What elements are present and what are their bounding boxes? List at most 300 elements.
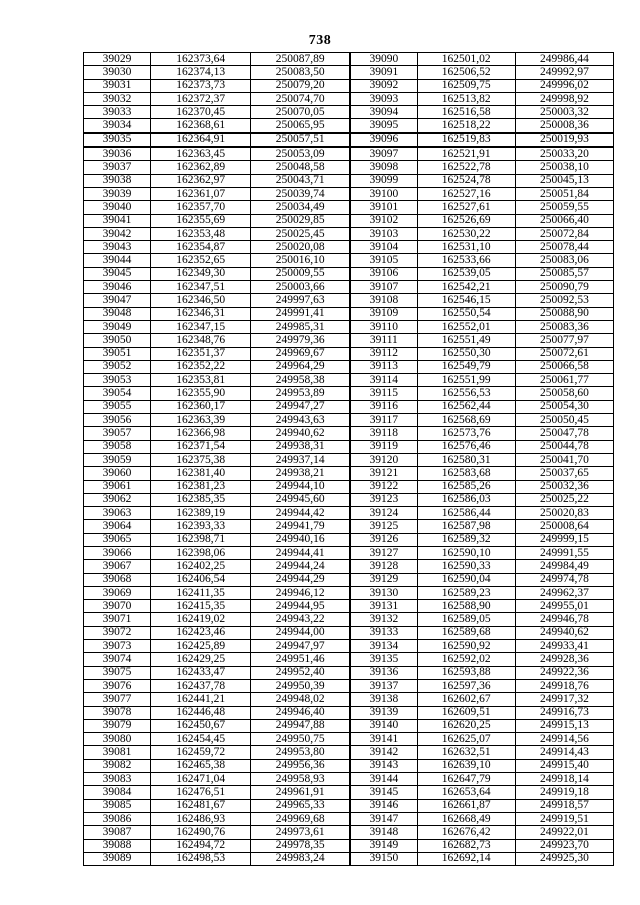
point-number-cell: 39144 (350, 773, 417, 786)
y-coordinate-cell: 249943,63 (251, 414, 350, 427)
y-coordinate-cell: 249962,37 (515, 586, 613, 599)
x-coordinate-cell: 162549,79 (417, 360, 515, 373)
point-number-cell: 39038 (84, 174, 151, 187)
point-number-cell: 39045 (84, 267, 151, 280)
point-number-cell: 39030 (84, 66, 151, 79)
y-coordinate-cell: 249991,41 (251, 307, 350, 320)
table-row (84, 746, 614, 759)
y-coordinate-cell: 249945,60 (251, 493, 350, 506)
x-coordinate-cell: 162546,15 (417, 294, 515, 307)
x-coordinate-cell: 162530,22 (417, 227, 515, 240)
point-number-cell: 39101 (350, 201, 417, 214)
y-coordinate-cell: 249918,14 (515, 773, 613, 786)
point-number-cell: 39137 (350, 679, 417, 692)
y-coordinate-cell: 249974,78 (515, 573, 613, 586)
x-coordinate-cell: 162355,69 (150, 214, 250, 227)
point-number-cell: 39077 (84, 693, 151, 706)
table-row (84, 586, 614, 599)
x-coordinate-cell: 162419,02 (150, 613, 250, 626)
x-coordinate-cell: 162476,51 (150, 786, 250, 799)
table-row (84, 161, 614, 174)
y-coordinate-cell: 249940,16 (251, 533, 350, 546)
y-coordinate-cell: 250009,55 (251, 267, 350, 280)
y-coordinate-cell: 249969,67 (251, 347, 350, 360)
point-number-cell: 39147 (350, 812, 417, 825)
x-coordinate-cell: 162588,90 (417, 600, 515, 613)
y-coordinate-cell: 250066,40 (515, 214, 613, 227)
x-coordinate-cell: 162481,67 (150, 799, 250, 812)
y-coordinate-cell: 249961,91 (251, 786, 350, 799)
point-number-cell: 39072 (84, 626, 151, 639)
x-coordinate-cell: 162498,53 (150, 852, 250, 865)
table-row (84, 147, 614, 161)
x-coordinate-cell: 162486,93 (150, 812, 250, 825)
point-number-cell: 39129 (350, 573, 417, 586)
table-row (84, 440, 614, 453)
y-coordinate-cell: 250054,30 (515, 400, 613, 413)
x-coordinate-cell: 162602,67 (417, 693, 515, 706)
y-coordinate-cell: 250083,36 (515, 320, 613, 333)
point-number-cell: 39058 (84, 440, 151, 453)
point-number-cell: 39099 (350, 174, 417, 187)
y-coordinate-cell: 250037,65 (515, 467, 613, 480)
y-coordinate-cell: 249999,15 (515, 533, 613, 546)
point-number-cell: 39102 (350, 214, 417, 227)
x-coordinate-cell: 162347,51 (150, 281, 250, 294)
y-coordinate-cell: 250083,06 (515, 254, 613, 267)
x-coordinate-cell: 162411,35 (150, 586, 250, 599)
coordinates-table (83, 52, 614, 866)
point-number-cell: 39100 (350, 187, 417, 200)
table-row (84, 187, 614, 200)
table-row (84, 53, 614, 66)
x-coordinate-cell: 162556,53 (417, 387, 515, 400)
point-number-cell: 39138 (350, 693, 417, 706)
y-coordinate-cell: 250033,20 (515, 147, 613, 161)
point-number-cell: 39074 (84, 653, 151, 666)
point-number-cell: 39073 (84, 640, 151, 653)
table-row (84, 653, 614, 666)
y-coordinate-cell: 249944,42 (251, 507, 350, 520)
y-coordinate-cell: 250025,22 (515, 493, 613, 506)
table-row (84, 560, 614, 573)
point-number-cell: 39107 (350, 281, 417, 294)
table-row (84, 119, 614, 133)
point-number-cell: 39054 (84, 387, 151, 400)
table-row (84, 320, 614, 333)
y-coordinate-cell: 249925,30 (515, 852, 613, 865)
x-coordinate-cell: 162593,88 (417, 666, 515, 679)
point-number-cell: 39150 (350, 852, 417, 865)
x-coordinate-cell: 162589,23 (417, 586, 515, 599)
y-coordinate-cell: 249985,31 (251, 320, 350, 333)
y-coordinate-cell: 249944,00 (251, 626, 350, 639)
point-number-cell: 39141 (350, 733, 417, 746)
y-coordinate-cell: 249998,92 (515, 92, 613, 105)
point-number-cell: 39085 (84, 799, 151, 812)
point-number-cell: 39029 (84, 53, 151, 66)
point-number-cell: 39059 (84, 453, 151, 466)
point-number-cell: 39050 (84, 334, 151, 347)
table-row (84, 92, 614, 105)
y-coordinate-cell: 250003,32 (515, 106, 613, 119)
point-number-cell: 39070 (84, 600, 151, 613)
table-row (84, 759, 614, 772)
point-number-cell: 39136 (350, 666, 417, 679)
table-row (84, 79, 614, 92)
point-number-cell: 39086 (84, 812, 151, 825)
x-coordinate-cell: 162346,31 (150, 307, 250, 320)
point-number-cell: 39135 (350, 653, 417, 666)
x-coordinate-cell: 162471,04 (150, 773, 250, 786)
table-row (84, 254, 614, 267)
x-coordinate-cell: 162353,81 (150, 374, 250, 387)
y-coordinate-cell: 249940,62 (515, 626, 613, 639)
table-row (84, 640, 614, 653)
point-number-cell: 39093 (350, 92, 417, 105)
x-coordinate-cell: 162372,37 (150, 92, 250, 105)
table-row (84, 600, 614, 613)
y-coordinate-cell: 250008,64 (515, 520, 613, 533)
x-coordinate-cell: 162524,78 (417, 174, 515, 187)
y-coordinate-cell: 249986,44 (515, 53, 613, 66)
y-coordinate-cell: 249958,38 (251, 374, 350, 387)
y-coordinate-cell: 250074,70 (251, 92, 350, 105)
table-row (84, 852, 614, 865)
table-row (84, 626, 614, 639)
point-number-cell: 39095 (350, 119, 417, 133)
y-coordinate-cell: 250041,70 (515, 453, 613, 466)
x-coordinate-cell: 162668,49 (417, 812, 515, 825)
table-row (84, 719, 614, 732)
y-coordinate-cell: 250057,51 (251, 133, 350, 147)
x-coordinate-cell: 162381,23 (150, 480, 250, 493)
y-coordinate-cell: 249944,10 (251, 480, 350, 493)
y-coordinate-cell: 250020,83 (515, 507, 613, 520)
y-coordinate-cell: 249984,49 (515, 560, 613, 573)
y-coordinate-cell: 249916,73 (515, 706, 613, 719)
table-row (84, 307, 614, 320)
y-coordinate-cell: 249944,95 (251, 600, 350, 613)
point-number-cell: 39046 (84, 281, 151, 294)
point-number-cell: 39110 (350, 320, 417, 333)
x-coordinate-cell: 162586,03 (417, 493, 515, 506)
y-coordinate-cell: 249914,56 (515, 733, 613, 746)
point-number-cell: 39047 (84, 294, 151, 307)
point-number-cell: 39145 (350, 786, 417, 799)
y-coordinate-cell: 249947,27 (251, 400, 350, 413)
point-number-cell: 39130 (350, 586, 417, 599)
y-coordinate-cell: 249914,43 (515, 746, 613, 759)
point-number-cell: 39104 (350, 241, 417, 254)
point-number-cell: 39066 (84, 546, 151, 559)
table-row (84, 480, 614, 493)
point-number-cell: 39041 (84, 214, 151, 227)
point-number-cell: 39078 (84, 706, 151, 719)
x-coordinate-cell: 162385,35 (150, 493, 250, 506)
table-row (84, 467, 614, 480)
y-coordinate-cell: 249944,29 (251, 573, 350, 586)
y-coordinate-cell: 249923,70 (515, 839, 613, 852)
x-coordinate-cell: 162423,46 (150, 626, 250, 639)
y-coordinate-cell: 250065,95 (251, 119, 350, 133)
y-coordinate-cell: 249941,79 (251, 520, 350, 533)
y-coordinate-cell: 249919,18 (515, 786, 613, 799)
point-number-cell: 39133 (350, 626, 417, 639)
x-coordinate-cell: 162366,98 (150, 427, 250, 440)
y-coordinate-cell: 249937,14 (251, 453, 350, 466)
x-coordinate-cell: 162363,39 (150, 414, 250, 427)
x-coordinate-cell: 162375,38 (150, 453, 250, 466)
point-number-cell: 39052 (84, 360, 151, 373)
y-coordinate-cell: 249938,31 (251, 440, 350, 453)
point-number-cell: 39057 (84, 427, 151, 440)
table-row (84, 174, 614, 187)
point-number-cell: 39143 (350, 759, 417, 772)
x-coordinate-cell: 162653,64 (417, 786, 515, 799)
y-coordinate-cell: 249969,68 (251, 812, 350, 825)
point-number-cell: 39048 (84, 307, 151, 320)
point-number-cell: 39098 (350, 161, 417, 174)
y-coordinate-cell: 249919,51 (515, 812, 613, 825)
x-coordinate-cell: 162513,82 (417, 92, 515, 105)
y-coordinate-cell: 250051,84 (515, 187, 613, 200)
x-coordinate-cell: 162381,40 (150, 467, 250, 480)
y-coordinate-cell: 250048,58 (251, 161, 350, 174)
y-coordinate-cell: 249953,89 (251, 387, 350, 400)
x-coordinate-cell: 162589,68 (417, 626, 515, 639)
point-number-cell: 39097 (350, 147, 417, 161)
table-row (84, 201, 614, 214)
table-row (84, 733, 614, 746)
point-number-cell: 39128 (350, 560, 417, 573)
y-coordinate-cell: 250087,89 (251, 53, 350, 66)
y-coordinate-cell: 250032,36 (515, 480, 613, 493)
y-coordinate-cell: 250047,78 (515, 427, 613, 440)
x-coordinate-cell: 162552,01 (417, 320, 515, 333)
table-row (84, 427, 614, 440)
y-coordinate-cell: 249978,35 (251, 839, 350, 852)
y-coordinate-cell: 250025,45 (251, 227, 350, 240)
x-coordinate-cell: 162349,30 (150, 267, 250, 280)
x-coordinate-cell: 162370,45 (150, 106, 250, 119)
x-coordinate-cell: 162459,72 (150, 746, 250, 759)
table-row (84, 281, 614, 294)
x-coordinate-cell: 162441,21 (150, 693, 250, 706)
x-coordinate-cell: 162398,71 (150, 533, 250, 546)
y-coordinate-cell: 250058,60 (515, 387, 613, 400)
table-row (84, 613, 614, 626)
point-number-cell: 39094 (350, 106, 417, 119)
point-number-cell: 39067 (84, 560, 151, 573)
point-number-cell: 39126 (350, 533, 417, 546)
point-number-cell: 39065 (84, 533, 151, 546)
x-coordinate-cell: 162354,87 (150, 241, 250, 254)
point-number-cell: 39039 (84, 187, 151, 200)
x-coordinate-cell: 162509,75 (417, 79, 515, 92)
y-coordinate-cell: 249938,21 (251, 467, 350, 480)
x-coordinate-cell: 162433,47 (150, 666, 250, 679)
x-coordinate-cell: 162450,67 (150, 719, 250, 732)
x-coordinate-cell: 162590,10 (417, 546, 515, 559)
x-coordinate-cell: 162551,99 (417, 374, 515, 387)
x-coordinate-cell: 162402,25 (150, 560, 250, 573)
x-coordinate-cell: 162406,54 (150, 573, 250, 586)
table-row (84, 374, 614, 387)
point-number-cell: 39089 (84, 852, 151, 865)
point-number-cell: 39061 (84, 480, 151, 493)
point-number-cell: 39034 (84, 119, 151, 133)
x-coordinate-cell: 162692,14 (417, 852, 515, 865)
point-number-cell: 39148 (350, 826, 417, 839)
y-coordinate-cell: 249955,01 (515, 600, 613, 613)
x-coordinate-cell: 162353,48 (150, 227, 250, 240)
point-number-cell: 39112 (350, 347, 417, 360)
x-coordinate-cell: 162583,68 (417, 467, 515, 480)
point-number-cell: 39120 (350, 453, 417, 466)
point-number-cell: 39055 (84, 400, 151, 413)
x-coordinate-cell: 162676,42 (417, 826, 515, 839)
x-coordinate-cell: 162490,76 (150, 826, 250, 839)
x-coordinate-cell: 162362,89 (150, 161, 250, 174)
y-coordinate-cell: 250061,77 (515, 374, 613, 387)
point-number-cell: 39115 (350, 387, 417, 400)
point-number-cell: 39122 (350, 480, 417, 493)
x-coordinate-cell: 162632,51 (417, 746, 515, 759)
y-coordinate-cell: 249917,32 (515, 693, 613, 706)
x-coordinate-cell: 162429,25 (150, 653, 250, 666)
table-row (84, 241, 614, 254)
y-coordinate-cell: 249947,97 (251, 640, 350, 653)
table-row (84, 533, 614, 546)
y-coordinate-cell: 249915,13 (515, 719, 613, 732)
y-coordinate-cell: 250079,20 (251, 79, 350, 92)
table-row (84, 294, 614, 307)
point-number-cell: 39118 (350, 427, 417, 440)
point-number-cell: 39142 (350, 746, 417, 759)
point-number-cell: 39051 (84, 347, 151, 360)
x-coordinate-cell: 162562,44 (417, 400, 515, 413)
x-coordinate-cell: 162609,51 (417, 706, 515, 719)
y-coordinate-cell: 249953,80 (251, 746, 350, 759)
y-coordinate-cell: 250016,10 (251, 254, 350, 267)
point-number-cell: 39087 (84, 826, 151, 839)
x-coordinate-cell: 162373,64 (150, 53, 250, 66)
y-coordinate-cell: 249951,46 (251, 653, 350, 666)
y-coordinate-cell: 250092,53 (515, 294, 613, 307)
table-row (84, 786, 614, 799)
y-coordinate-cell: 249965,33 (251, 799, 350, 812)
point-number-cell: 39134 (350, 640, 417, 653)
point-number-cell: 39035 (84, 133, 151, 147)
x-coordinate-cell: 162576,46 (417, 440, 515, 453)
table-row (84, 347, 614, 360)
table-row (84, 507, 614, 520)
y-coordinate-cell: 249944,24 (251, 560, 350, 573)
y-coordinate-cell: 249979,36 (251, 334, 350, 347)
y-coordinate-cell: 250003,66 (251, 281, 350, 294)
point-number-cell: 39125 (350, 520, 417, 533)
y-coordinate-cell: 249918,76 (515, 679, 613, 692)
table-row (84, 493, 614, 506)
x-coordinate-cell: 162352,22 (150, 360, 250, 373)
x-coordinate-cell: 162647,79 (417, 773, 515, 786)
x-coordinate-cell: 162592,02 (417, 653, 515, 666)
x-coordinate-cell: 162446,48 (150, 706, 250, 719)
point-number-cell: 39076 (84, 679, 151, 692)
point-number-cell: 39062 (84, 493, 151, 506)
point-number-cell: 39109 (350, 307, 417, 320)
y-coordinate-cell: 250070,05 (251, 106, 350, 119)
x-coordinate-cell: 162415,35 (150, 600, 250, 613)
y-coordinate-cell: 249944,41 (251, 546, 350, 559)
y-coordinate-cell: 249928,36 (515, 653, 613, 666)
y-coordinate-cell: 249950,39 (251, 679, 350, 692)
point-number-cell: 39121 (350, 467, 417, 480)
point-number-cell: 39083 (84, 773, 151, 786)
point-number-cell: 39139 (350, 706, 417, 719)
y-coordinate-cell: 250019,93 (515, 133, 613, 147)
point-number-cell: 39113 (350, 360, 417, 373)
x-coordinate-cell: 162521,91 (417, 147, 515, 161)
y-coordinate-cell: 249964,29 (251, 360, 350, 373)
x-coordinate-cell: 162527,61 (417, 201, 515, 214)
point-number-cell: 39075 (84, 666, 151, 679)
y-coordinate-cell: 250039,74 (251, 187, 350, 200)
y-coordinate-cell: 250066,58 (515, 360, 613, 373)
y-coordinate-cell: 249933,41 (515, 640, 613, 653)
point-number-cell: 39049 (84, 320, 151, 333)
x-coordinate-cell: 162661,87 (417, 799, 515, 812)
point-number-cell: 39081 (84, 746, 151, 759)
x-coordinate-cell: 162425,89 (150, 640, 250, 653)
y-coordinate-cell: 249997,63 (251, 294, 350, 307)
table-row (84, 826, 614, 839)
point-number-cell: 39042 (84, 227, 151, 240)
table-row (84, 812, 614, 825)
point-number-cell: 39031 (84, 79, 151, 92)
table-row (84, 773, 614, 786)
y-coordinate-cell: 249992,97 (515, 66, 613, 79)
y-coordinate-cell: 249946,12 (251, 586, 350, 599)
x-coordinate-cell: 162347,15 (150, 320, 250, 333)
point-number-cell: 39080 (84, 733, 151, 746)
y-coordinate-cell: 250008,36 (515, 119, 613, 133)
x-coordinate-cell: 162389,19 (150, 507, 250, 520)
y-coordinate-cell: 249922,01 (515, 826, 613, 839)
table-row (84, 453, 614, 466)
point-number-cell: 39116 (350, 400, 417, 413)
point-number-cell: 39119 (350, 440, 417, 453)
y-coordinate-cell: 249922,36 (515, 666, 613, 679)
x-coordinate-cell: 162590,92 (417, 640, 515, 653)
point-number-cell: 39043 (84, 241, 151, 254)
point-number-cell: 39090 (350, 53, 417, 66)
x-coordinate-cell: 162580,31 (417, 453, 515, 466)
y-coordinate-cell: 249918,57 (515, 799, 613, 812)
y-coordinate-cell: 250044,78 (515, 440, 613, 453)
x-coordinate-cell: 162586,44 (417, 507, 515, 520)
point-number-cell: 39111 (350, 334, 417, 347)
x-coordinate-cell: 162494,72 (150, 839, 250, 852)
x-coordinate-cell: 162589,32 (417, 533, 515, 546)
y-coordinate-cell: 250029,85 (251, 214, 350, 227)
y-coordinate-cell: 249952,40 (251, 666, 350, 679)
point-number-cell: 39096 (350, 133, 417, 147)
table-row (84, 400, 614, 413)
x-coordinate-cell: 162526,69 (417, 214, 515, 227)
table-row (84, 66, 614, 79)
